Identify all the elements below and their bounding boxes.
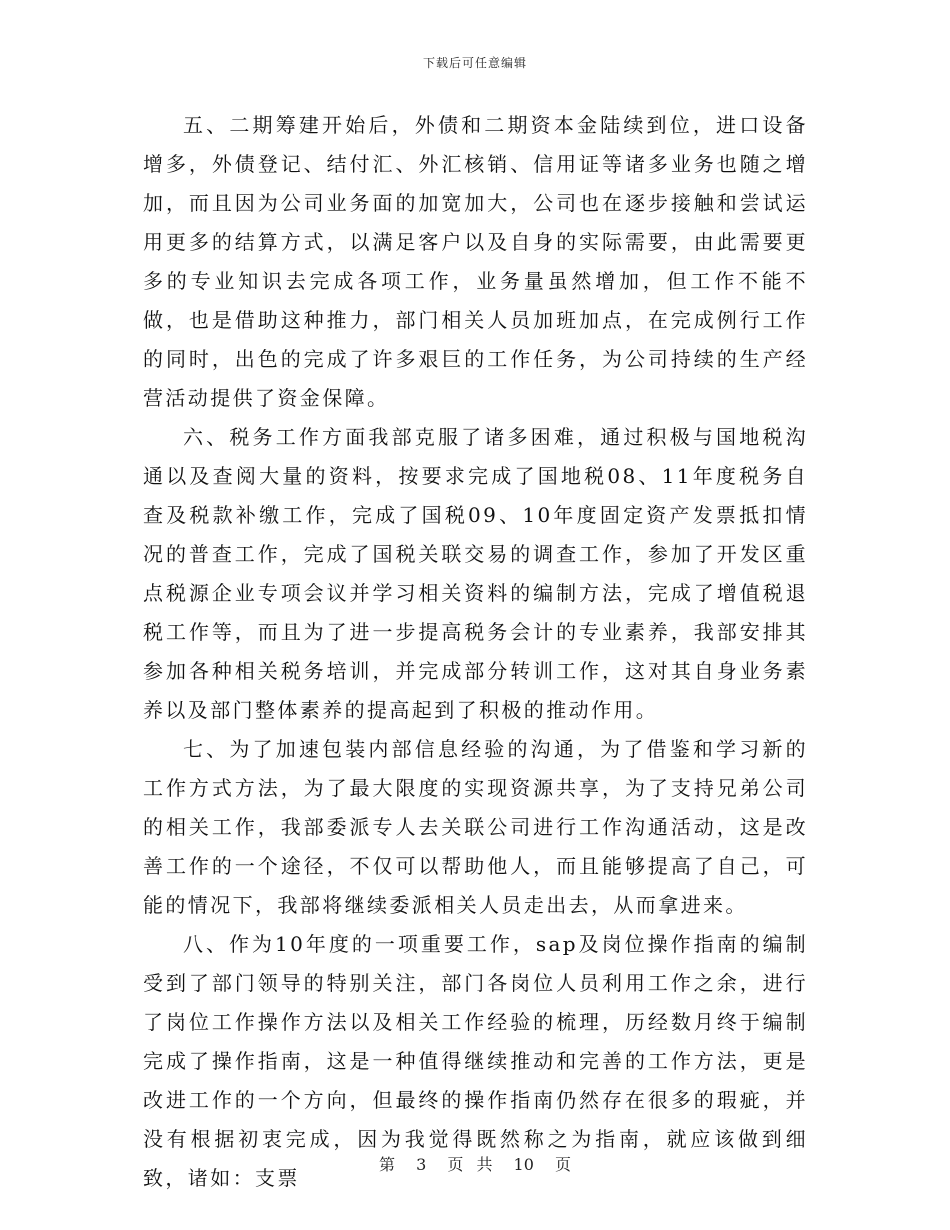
total-page-count: 10 [513, 1155, 534, 1174]
paragraph-8: 八、作为10年度的一项重要工作，sap及岗位操作指南的编制受到了部门领导的特别关注，部门各岗位人员利用工作之余，进行了岗位工作操作方法以及相关工作经验的梳理，历经数月终于编制完成了操作指南，这是一种值得继续推动和完善的工作方法，更是改进工作的一个方向，但最终的操作指南仍然存在很多的瑕疵，并没有根据初衷完成，因为我觉得既然称之为指南，就应该做到细致，诸如：支票 [143, 932, 808, 1190]
paragraph-5: 五、二期筹建开始后，外债和二期资本金陆续到位，进口设备增多，外债登记、结付汇、外汇核销、信用证等诸多业务也随之增加，而且因为公司业务面的加宽加大，公司也在逐步接触和尝试运用更多的结算方式，以满足客户以及自身的实际需要，由此需要更多的专业知识去完成各项工作，业务量虽然增加，但工作不能不做，也是借助这种推力，部门相关人员加班加点，在完成例行工作的同时，出色的完成了许多艰巨的工作任务，为公司持续的生产经营活动提供了资金保障。 [143, 113, 808, 410]
footer-suffix: 页 [555, 1155, 572, 1174]
footer-prefix: 第 [378, 1155, 395, 1174]
current-page-number: 3 [416, 1155, 427, 1174]
document-body [143, 106, 808, 1198]
paragraph-6: 六、税务工作方面我部克服了诸多困难，通过积极与国地税沟通以及查阅大量的资料，按要求完成了国地税08、11年度税务自查及税款补缴工作，完成了国税09、10年度固定资产发票抵扣情况的普查工作，完成了国税关联交易的调查工作，参加了开发区重点税源企业专项会议并学习相关资料的编制方法，完成了增值税退税工作等，而且为了进一步提高税务会计的专业素养，我部安排其参加各种相关税务培训，并完成部分转训工作，这对其自身业务素养以及部门整体素养的提高起到了积极的推动作用。 [143, 425, 808, 722]
footer-middle: 页 共 [447, 1155, 493, 1174]
page-footer [0, 1152, 950, 1175]
paragraph-7: 七、为了加速包装内部信息经验的沟通，为了借鉴和学习新的工作方式方法，为了最大限度的实现资源共享，为了支持兄弟公司的相关工作，我部委派专人去关联公司进行工作沟通活动，这是改善工作的一个途径，不仅可以帮助他人，而且能够提高了自己，可能的情况下，我部将继续委派相关人员走出去，从而拿进来。 [143, 737, 808, 917]
page-header: 下载后可任意编辑 [422, 56, 527, 70]
